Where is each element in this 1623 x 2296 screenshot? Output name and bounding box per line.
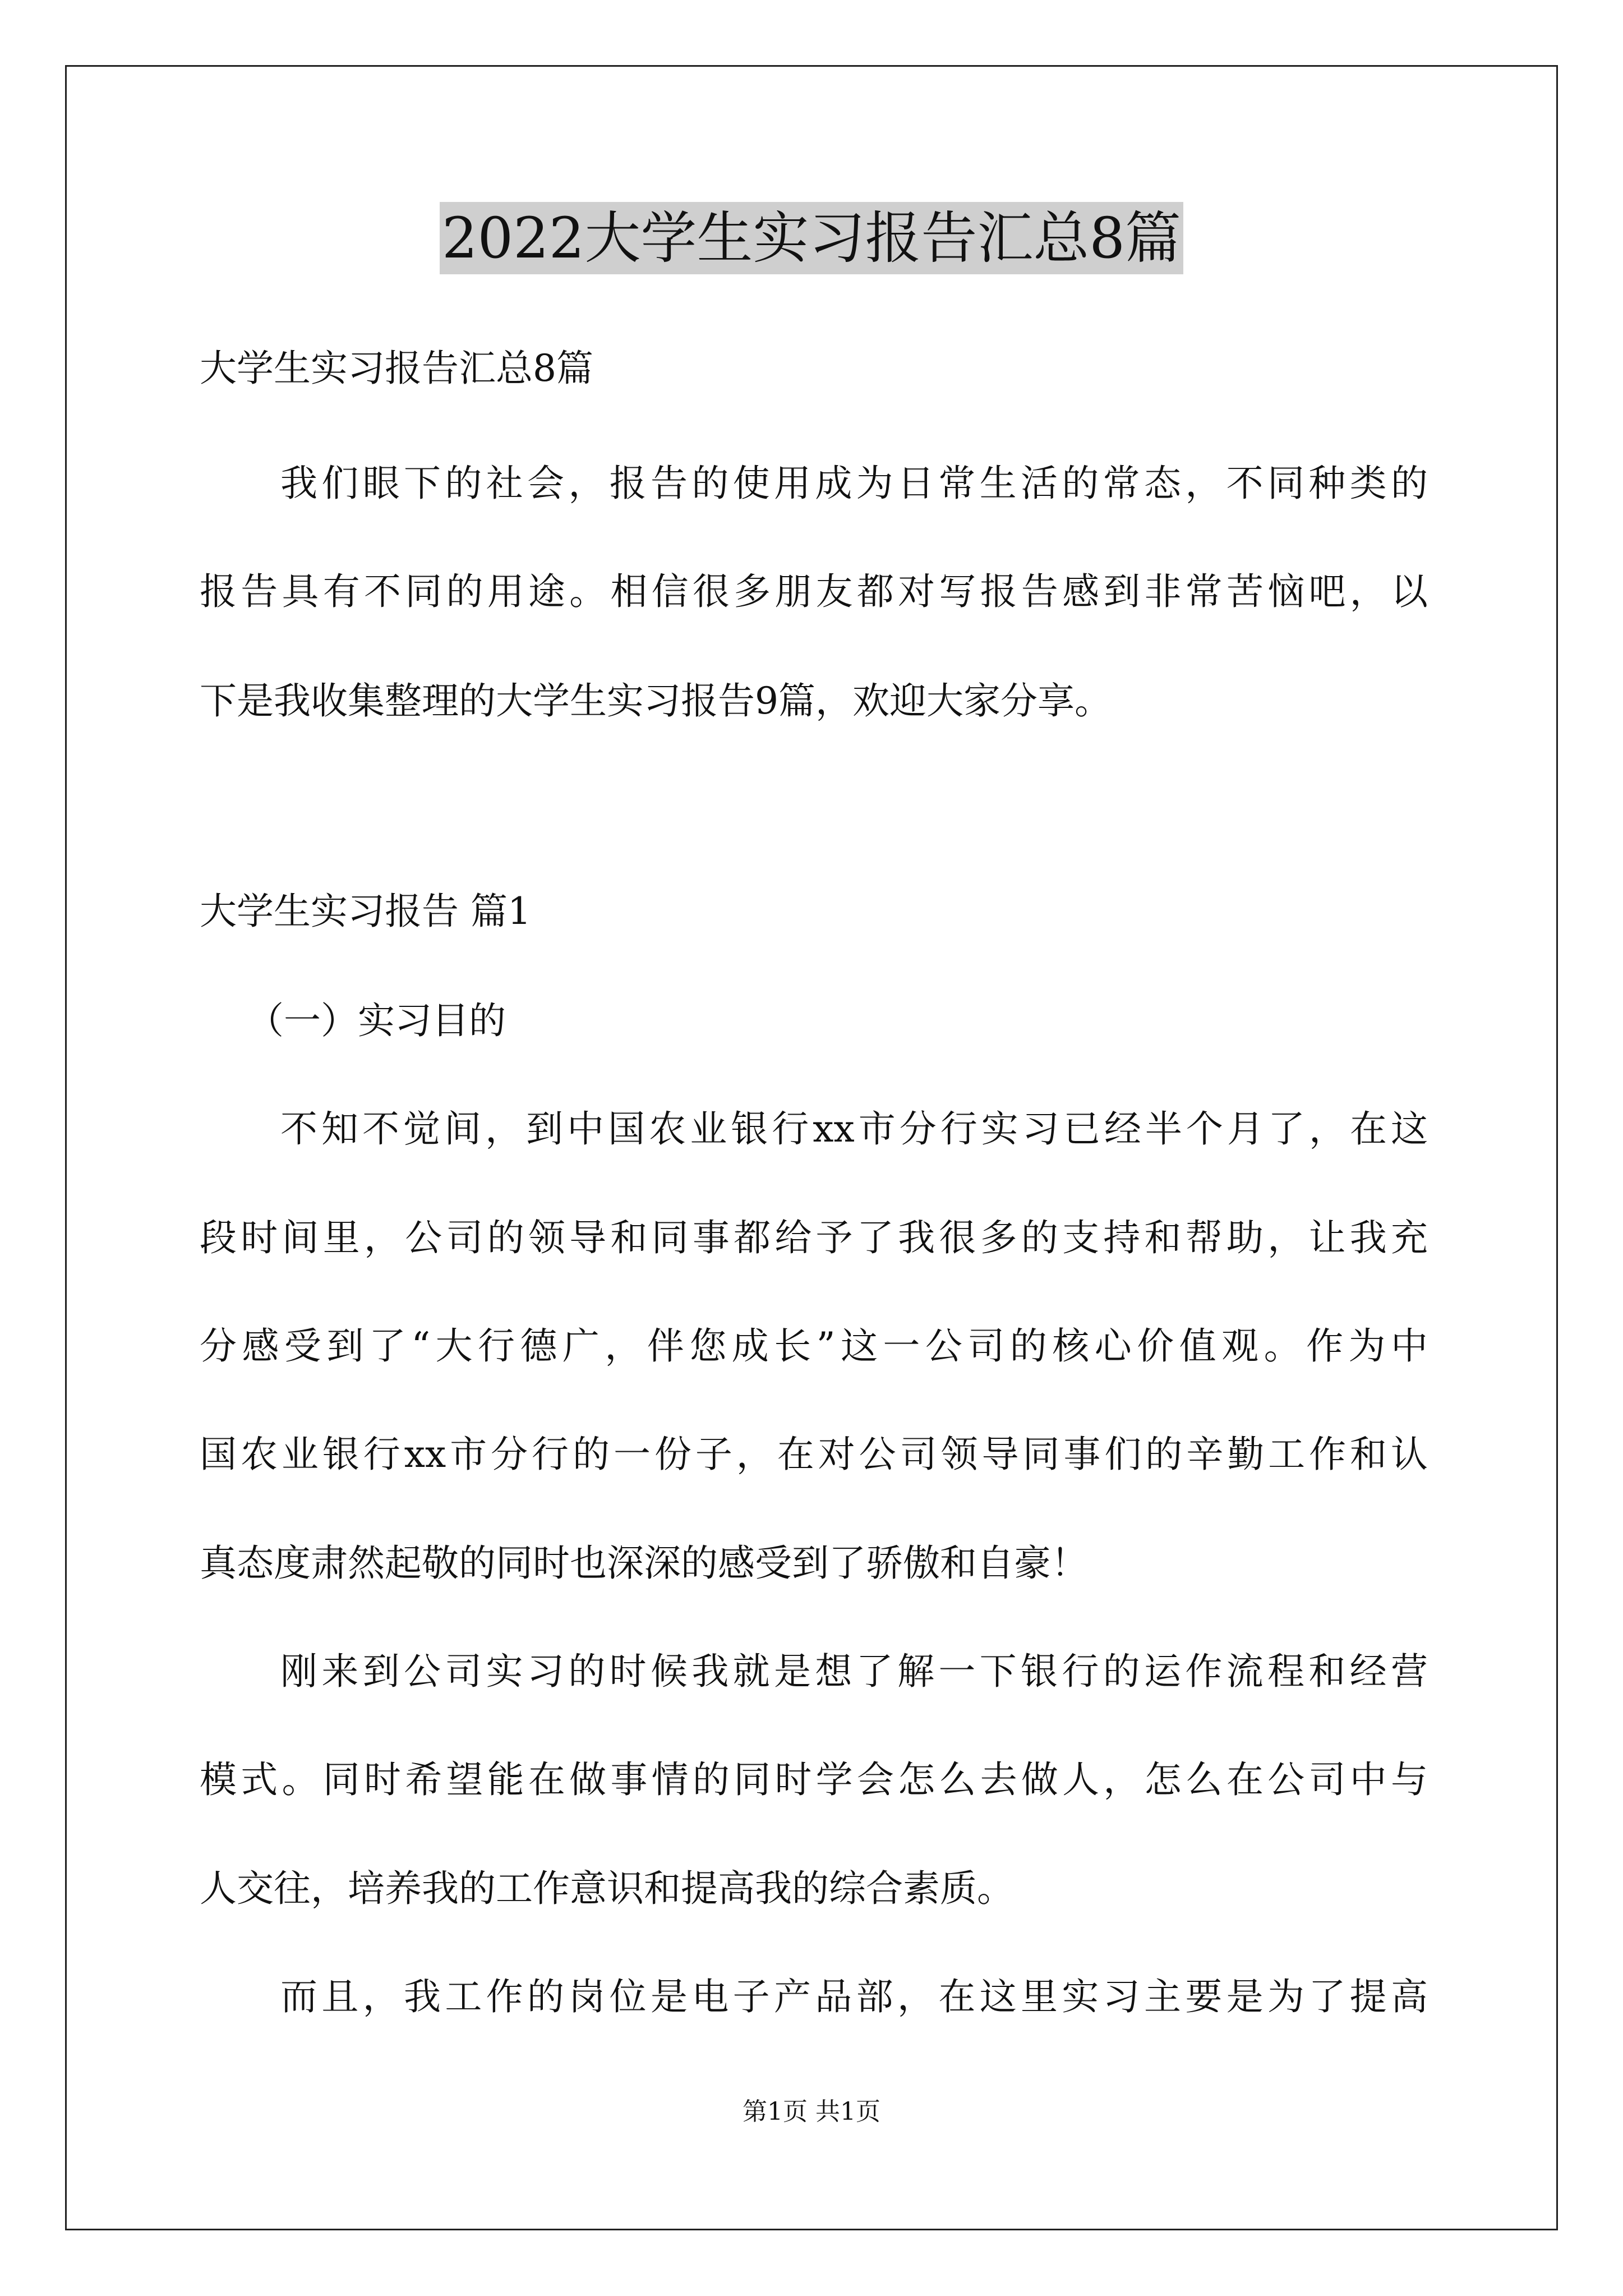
para1-line-1: 不知不觉间，到中国农业银行xx市分行实习已经半个月了，在这 xyxy=(280,1107,1428,1151)
intro-line-1: 我们眼下的社会，报告的使用成为日常生活的常态，不同种类的 xyxy=(280,462,1428,505)
title-text: 2022大学生实习报告汇总8篇 xyxy=(440,202,1183,274)
subsection-heading: （一）实习目的 xyxy=(247,999,506,1042)
para3-line-1: 而且，我工作的岗位是电子产品部，在这里实习主要是为了提高 xyxy=(280,1975,1428,2018)
intro-line-3: 下是我收集整理的大学生实习报告9篇，欢迎大家分享。 xyxy=(200,679,1112,723)
section-heading: 大学生实习报告 篇1 xyxy=(200,890,531,933)
page-footer: 第1页 共1页 xyxy=(743,2097,880,2126)
para1-line-4: 国农业银行xx市分行的一份子，在对公司领导同事们的辛勤工作和认 xyxy=(200,1433,1428,1476)
para2-line-2: 模式。同时希望能在做事情的同时学会怎么去做人，怎么在公司中与 xyxy=(200,1758,1428,1801)
para2-line-1: 刚来到公司实习的时候我就是想了解一下银行的运作流程和经营 xyxy=(280,1650,1428,1693)
intro-line-2: 报告具有不同的用途。相信很多朋友都对写报告感到非常苦恼吧，以 xyxy=(200,570,1428,613)
document-title xyxy=(0,199,1623,278)
para1-line-5: 真态度肃然起敬的同时也深深的感受到了骄傲和自豪！ xyxy=(200,1542,1088,1585)
para1-line-3: 分感受到了“大行德广，伴您成长”这一公司的核心价值观。作为中 xyxy=(200,1324,1428,1368)
subtitle-line: 大学生实习报告汇总8篇 xyxy=(200,347,593,390)
para1-line-2: 段时间里，公司的领导和同事都给予了我很多的支持和帮助，让我充 xyxy=(200,1216,1428,1259)
para2-line-3: 人交往，培养我的工作意识和提高我的综合素质。 xyxy=(200,1867,1014,1910)
